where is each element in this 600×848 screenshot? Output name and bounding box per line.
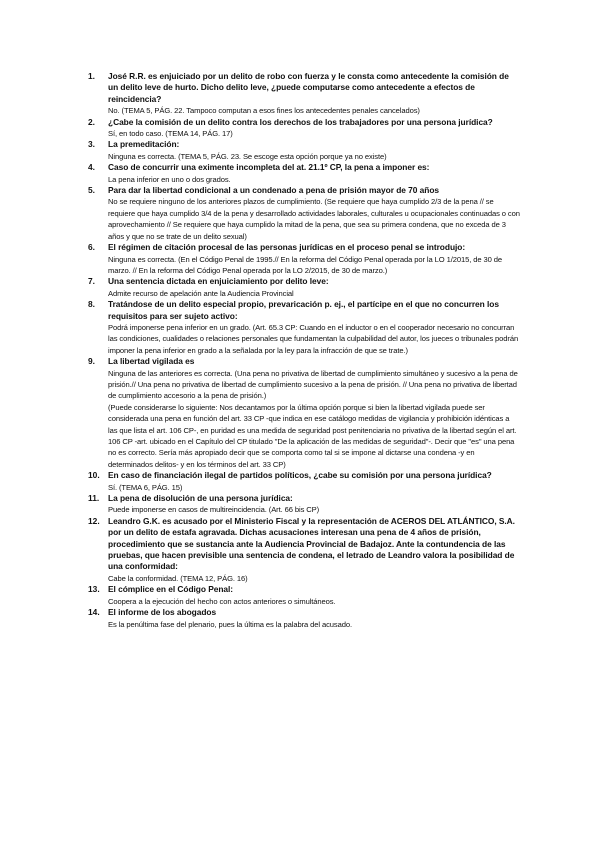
question-item xyxy=(88,185,520,242)
answer-text: (Puede considerarse lo siguiente: Nos decantamos por la última opción porque si bien la libertad vigilada puede ser considerada una pena en función del art. 33 CP -que indica en ese catálogo medidas de vigilancia y prohibición idénticas a las que lista el art. 106 CP-, en puridad es una medida de seguridad post penitenciaria no privativa de la libertad según el art. 106 CP -art. ubicado en el Capítulo del CP titulado "De la aplicación de las medidas de seguridad"-. Decir que "es" una pena no es correcto. Sería más apropiado decir que se comporta como tal si se impone al dictarse una condena -y en determinados delitos- y en los términos del art. 33 CP) xyxy=(108,402,517,469)
question-item xyxy=(88,242,520,276)
question-text: El régimen de citación procesal de las personas jurídicas en el proceso penal se introdujo: xyxy=(108,242,466,253)
answer-text: Coopera a la ejecución del hecho con actos anteriores o simultáneos. xyxy=(108,596,336,606)
question-number: 7. xyxy=(88,276,95,287)
answer-text: Es la penúltima fase del plenario, pues la última es la palabra del acusado. xyxy=(108,619,352,629)
question-item xyxy=(88,276,520,299)
question-number: 13. xyxy=(88,584,100,595)
question-text: Leandro G.K. es acusado por el Ministerio Fiscal y la representación de ACEROS DEL ATLÁNTICO, S.A. por un delito de estafa agravada. Dichas acusaciones interesan una pena de 4 años de prisión, procedimiento que se sustancia ante la Audiencia Provincial de Badajoz. Ante la contundencia de las pruebas, que hacen previsible una sentencia de condena, el letrado de Leandro valora la posibilidad de una conformidad: xyxy=(108,515,515,572)
answer-text: Sí. (TEMA 6, PÁG. 15) xyxy=(108,482,183,492)
question-number: 6. xyxy=(88,242,95,253)
question-text: Tratándose de un delito especial propio, prevaricación p. ej., el partícipe en el que no concurren los requisitos para ser sujeto activo: xyxy=(108,299,499,321)
answer-text: Podrá imponerse pena inferior en un grado. (Art. 65.3 CP: Cuando en el inductor o en el cooperador necesario no concurran las condiciones, cualidades o relaciones personales que fundamentan la culpabilidad del autor, los jueces o tribunales podrán imponer la pena inferior en grado a la señalada por la ley para la infracción de que se trate.) xyxy=(108,322,519,355)
answer-text: Ninguna es correcta. (En el Código Penal de 1995.// En la reforma del Código Penal operada por la LO 1/2015, de 30 de marzo. // En la reforma del Código Penal operada por la LO 2/2015, de 30 de marzo.) xyxy=(108,254,502,275)
question-number: 2. xyxy=(88,116,95,127)
question-text: Para dar la libertad condicional a un condenado a pena de prisión mayor de 70 años xyxy=(108,185,439,196)
answer-text: Puede imponerse en casos de multireincidencia. (Art. 66 bis CP) xyxy=(108,505,320,515)
question-text: La libertad vigilada es xyxy=(108,356,195,367)
question-number: 11. xyxy=(88,493,100,504)
question-number: 5. xyxy=(88,185,95,196)
question-number: 3. xyxy=(88,139,95,150)
question-number: 4. xyxy=(88,162,95,173)
question-item xyxy=(88,139,520,162)
answer-text: La pena inferior en uno o dos grados. xyxy=(108,174,231,184)
answer-text: Ninguna es correcta. (TEMA 5, PÁG. 23. Se escoge esta opción porque ya no existe) xyxy=(108,151,387,161)
question-item xyxy=(88,607,520,630)
question-item xyxy=(88,162,520,185)
question-text: El informe de los abogados xyxy=(108,607,217,618)
answer-text: Cabe la conformidad. (TEMA 12, PÁG. 16) xyxy=(108,573,248,583)
question-item xyxy=(88,493,520,516)
question-text: En caso de financiación ilegal de partidos políticos, ¿cabe su comisión por una persona jurídica? xyxy=(108,470,492,481)
answer-text: No se requiere ninguno de los anteriores plazos de cumplimiento. (Se requiere que haya cumplido 2/3 de la pena // se requiere que haya cumplido 3/4 de la pena y desarrollado actividades laborales, culturales u ocupacionales continuadas o con aprovechamiento // Se requiere que haya cumplido la mitad de la pena, que sea su primera condena, que no exceda de 3 años y que no se trate de un delito sexual) xyxy=(108,197,520,241)
question-text: La premeditación: xyxy=(108,139,180,150)
answer-text: Sí, en todo caso. (TEMA 14, PÁG. 17) xyxy=(108,129,233,139)
question-number: 1. xyxy=(88,71,95,81)
question-text: El cómplice en el Código Penal: xyxy=(108,584,234,595)
question-text: ¿Cabe la comisión de un delito contra los derechos de los trabajadores por una persona jurídica? xyxy=(108,116,493,127)
question-number: 12. xyxy=(88,515,100,526)
question-text: José R.R. es enjuiciado por un delito de robo con fuerza y le consta como antecedente la comisión de un delito leve de hurto. Dicho delito leve, ¿puede computarse como antecedente a efectos de reincidencia? xyxy=(108,71,509,104)
question-number: 9. xyxy=(88,356,95,367)
answer-text: No. (TEMA 5, PÁG. 22. Tampoco computan a esos fines los antecedentes penales cancelados) xyxy=(108,106,420,116)
answer-text: Ninguna de las anteriores es correcta. (Una pena no privativa de libertad de cumplimiento simultáneo y sucesivo a la pena de prisión.// Una pena no privativa de libertad de cumplimiento sucesivo a la pena de prisión. // Una pena no privativa de libertad de cumplimiento accesorio a la pena de prisión.) xyxy=(108,368,518,401)
question-item xyxy=(88,356,520,470)
question-number: 10. xyxy=(88,470,100,481)
question-list xyxy=(88,71,520,630)
answer-text: Admite recurso de apelación ante la Audiencia Provincial xyxy=(108,288,294,298)
question-item xyxy=(88,117,520,140)
question-item xyxy=(88,584,520,607)
question-item xyxy=(88,516,520,584)
question-item xyxy=(88,299,520,356)
question-item xyxy=(88,470,520,493)
question-text: Una sentencia dictada en enjuiciamiento por delito leve: xyxy=(108,276,329,287)
question-text: Caso de concurrir una eximente incompleta del at. 21.1º CP, la pena a imponer es: xyxy=(108,162,430,173)
question-item xyxy=(88,71,520,117)
question-number: 14. xyxy=(88,607,100,618)
question-number: 8. xyxy=(88,299,95,310)
question-text: La pena de disolución de una persona jurídica: xyxy=(108,493,293,504)
